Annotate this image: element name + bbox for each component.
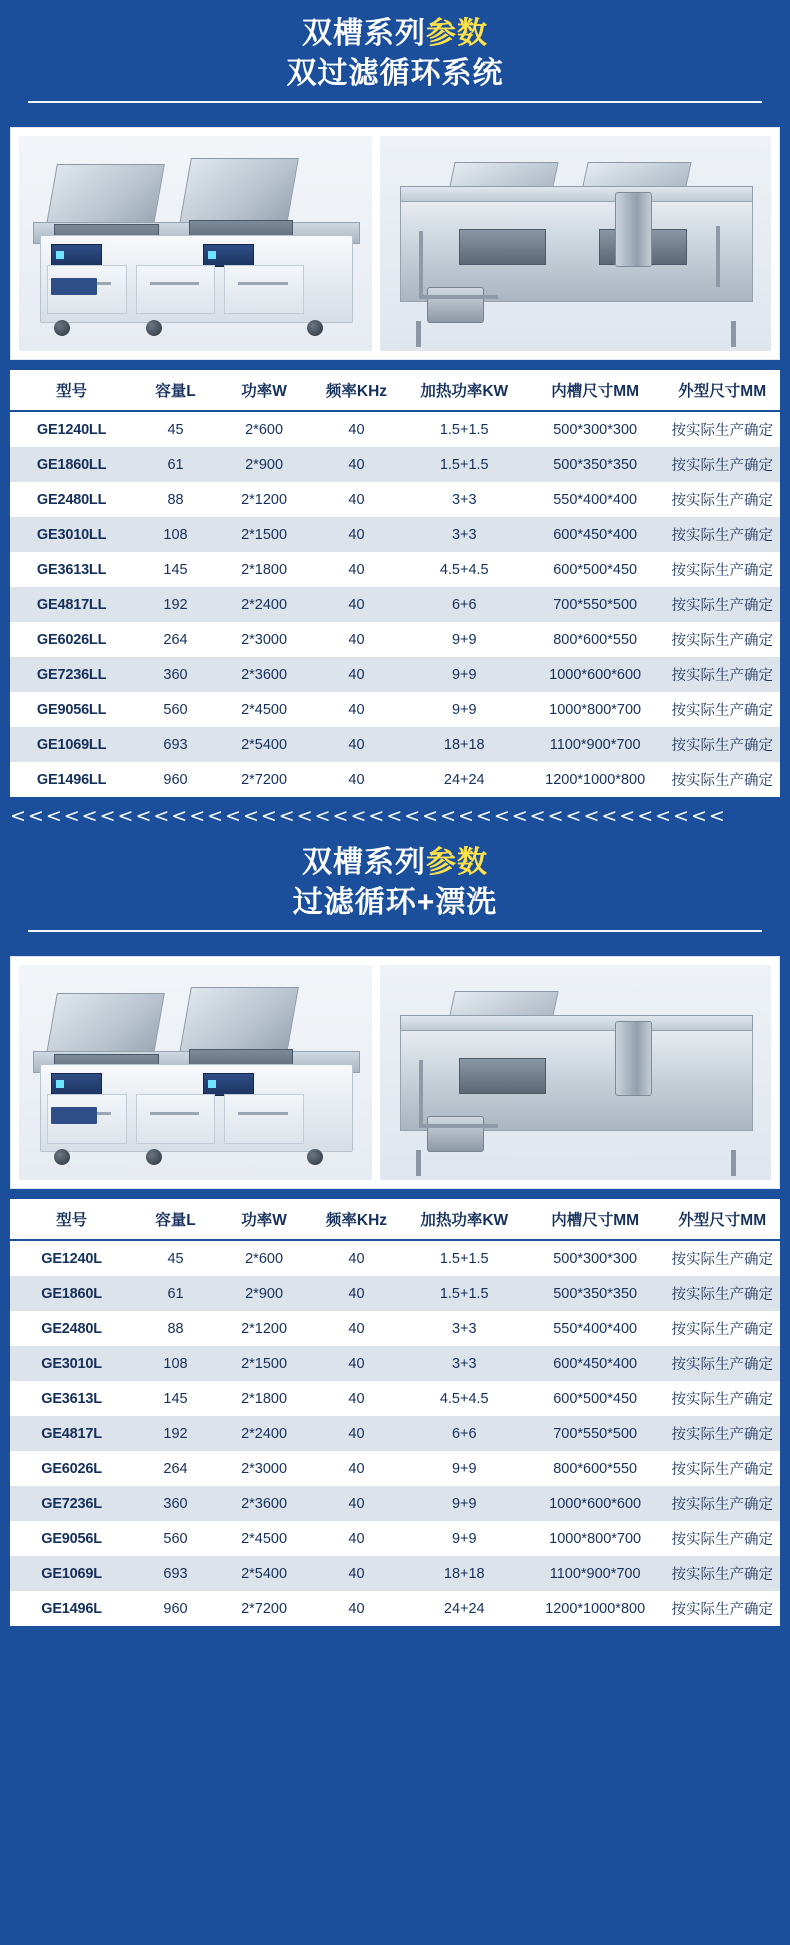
support-leg-1 xyxy=(416,321,421,347)
cell-frequency: 40 xyxy=(348,561,365,578)
section-title-accent-2: 参数 xyxy=(426,846,488,880)
cell-inner-size: 600*450*400 xyxy=(553,1355,638,1372)
caster-wheel-2 xyxy=(146,320,162,336)
cell-frequency: 40 xyxy=(348,596,365,613)
col-header-inner-size: 内槽尺寸MM xyxy=(526,370,665,411)
cell-model: GE2480LL xyxy=(36,491,107,508)
cell-capacity: 45 xyxy=(167,421,184,438)
cell-power: 2*900 xyxy=(245,1285,284,1302)
table-row xyxy=(10,552,780,587)
cell-heating-power: 18+18 xyxy=(443,736,485,753)
cell-power: 2*4500 xyxy=(241,701,288,718)
door-handle-3b xyxy=(238,1112,287,1115)
control-panel-1 xyxy=(51,244,102,268)
cell-outer-size: 按实际生产确定 xyxy=(671,423,773,440)
cell-power: 2*600 xyxy=(245,1250,284,1267)
table-row xyxy=(10,622,780,657)
cell-power: 2*1800 xyxy=(241,1390,288,1407)
tank-lid-open-1b xyxy=(45,993,165,1060)
rinse-system-illustration xyxy=(380,965,771,1180)
cell-model: GE1069L xyxy=(41,1565,102,1582)
cell-frequency: 40 xyxy=(348,1495,365,1512)
cell-power: 2*7200 xyxy=(241,771,288,788)
table-row xyxy=(10,657,780,692)
col-header-capacity: 容量L xyxy=(133,1199,218,1240)
cell-frequency: 40 xyxy=(348,1460,365,1477)
cell-heating-power: 9+9 xyxy=(451,1495,477,1512)
cell-heating-power: 6+6 xyxy=(451,1425,477,1442)
spec-table-head-2 xyxy=(10,1199,780,1240)
cell-power: 2*1500 xyxy=(241,526,288,543)
cell-power: 2*7200 xyxy=(241,1600,288,1617)
pipe-vertical-1 xyxy=(419,231,423,296)
rinse-tank xyxy=(459,1058,547,1094)
tank-lid-open-2b xyxy=(179,987,299,1054)
product-image-card-2 xyxy=(10,956,780,1189)
cell-inner-size: 800*600*550 xyxy=(553,1460,638,1477)
spec-table-body-1 xyxy=(10,411,780,797)
cell-model: GE1240L xyxy=(41,1250,102,1267)
cell-inner-size: 600*500*450 xyxy=(553,561,638,578)
cell-power: 2*1500 xyxy=(241,1355,288,1372)
cell-frequency: 40 xyxy=(348,1390,365,1407)
cell-capacity: 88 xyxy=(167,1320,184,1337)
section-title-block-2 xyxy=(0,829,790,942)
section-title-block xyxy=(0,0,790,113)
cell-inner-size: 700*550*500 xyxy=(553,596,638,613)
pipe-horizontal-1 xyxy=(419,295,497,299)
cell-outer-size: 按实际生产确定 xyxy=(671,1252,773,1269)
cell-inner-size: 1100*900*700 xyxy=(549,1565,641,1582)
product-photo-row xyxy=(19,136,771,351)
cell-frequency: 40 xyxy=(348,1320,365,1337)
cell-capacity: 61 xyxy=(167,456,184,473)
cell-outer-size: 按实际生产确定 xyxy=(671,493,773,510)
cell-frequency: 40 xyxy=(348,1425,365,1442)
col-header-inner-size: 内槽尺寸MM xyxy=(526,1199,665,1240)
cell-outer-size: 按实际生产确定 xyxy=(671,598,773,615)
caster-wheel-1b xyxy=(54,1149,70,1165)
cell-power: 2*900 xyxy=(245,456,284,473)
cell-inner-size: 1000*600*600 xyxy=(549,1495,642,1512)
table-row xyxy=(10,1416,780,1451)
door-handle-2 xyxy=(150,282,199,285)
cell-power: 2*2400 xyxy=(241,596,288,613)
table-row xyxy=(10,447,780,482)
cell-outer-size: 按实际生产确定 xyxy=(671,1602,773,1619)
cell-heating-power: 3+3 xyxy=(451,1320,477,1337)
cell-power: 2*4500 xyxy=(241,1530,288,1547)
cell-model: GE1860L xyxy=(41,1285,102,1302)
cell-heating-power: 4.5+4.5 xyxy=(439,561,489,578)
cell-capacity: 560 xyxy=(163,701,188,718)
table-row xyxy=(10,1591,780,1626)
cell-outer-size: 按实际生产确定 xyxy=(671,1322,773,1339)
cell-model: GE6026L xyxy=(41,1460,102,1477)
machine-photo-left-2 xyxy=(19,965,372,1180)
cell-outer-size: 按实际生产确定 xyxy=(671,1357,773,1374)
cell-inner-size: 1000*800*700 xyxy=(549,1530,642,1547)
cell-power: 2*1200 xyxy=(241,491,288,508)
tank-lid-open-1 xyxy=(45,164,165,231)
cell-inner-size: 700*550*500 xyxy=(553,1425,638,1442)
cell-frequency: 40 xyxy=(348,456,365,473)
spec-table-body-2 xyxy=(10,1240,780,1626)
cell-outer-size: 按实际生产确定 xyxy=(671,1497,773,1514)
cell-model: GE1496L xyxy=(41,1600,102,1617)
cell-outer-size: 按实际生产确定 xyxy=(671,1392,773,1409)
tank-lid-open-2 xyxy=(179,158,299,225)
cell-model: GE9056L xyxy=(41,1530,102,1547)
brand-logo-badge-2 xyxy=(51,1107,97,1124)
cell-capacity: 360 xyxy=(163,666,188,683)
cell-power: 2*3000 xyxy=(241,631,288,648)
cell-capacity: 264 xyxy=(163,631,188,648)
cell-model: GE2480L xyxy=(41,1320,102,1337)
cell-outer-size: 按实际生产确定 xyxy=(671,1462,773,1479)
table-row xyxy=(10,1346,780,1381)
panel-display-1b xyxy=(56,1080,64,1089)
cell-outer-size: 按实际生产确定 xyxy=(671,1427,773,1444)
cell-frequency: 40 xyxy=(348,631,365,648)
cell-heating-power: 9+9 xyxy=(451,1530,477,1547)
cell-frequency: 40 xyxy=(348,1285,365,1302)
cell-outer-size: 按实际生产确定 xyxy=(671,703,773,720)
col-header-model: 型号 xyxy=(10,370,133,411)
cell-model: GE3613L xyxy=(41,1390,102,1407)
cabinet-door-3 xyxy=(224,265,304,314)
cell-outer-size: 按实际生产确定 xyxy=(671,458,773,475)
table-row xyxy=(10,1311,780,1346)
col-header-power: 功率W xyxy=(218,370,310,411)
title-divider-rule-2 xyxy=(28,930,762,932)
cell-model: GE3010LL xyxy=(36,526,107,543)
cell-power: 2*3600 xyxy=(241,1495,288,1512)
machine-photo-right xyxy=(380,136,771,351)
cell-heating-power: 1.5+1.5 xyxy=(439,421,489,438)
table-row xyxy=(10,517,780,552)
cell-model: GE1240LL xyxy=(36,421,107,438)
section-filtration-rinse xyxy=(0,829,790,1626)
col-header-heating-power: 加热功率KW xyxy=(403,370,526,411)
cell-inner-size: 600*450*400 xyxy=(553,526,638,543)
table-row xyxy=(10,482,780,517)
rinse-cylinder xyxy=(615,1021,652,1096)
table-header-row xyxy=(10,1199,780,1240)
cell-model: GE7236L xyxy=(41,1495,102,1512)
cell-model: GE9056LL xyxy=(36,701,107,718)
cell-inner-size: 500*300*300 xyxy=(553,1250,638,1267)
cell-capacity: 693 xyxy=(163,1565,188,1582)
table-row xyxy=(10,762,780,797)
circulation-pump xyxy=(427,287,484,323)
filter-cylinder xyxy=(615,192,652,267)
caster-wheel-2b xyxy=(146,1149,162,1165)
door-handle-2b xyxy=(150,1112,199,1115)
machine-photo-left xyxy=(19,136,372,351)
section-title-accent: 参数 xyxy=(426,17,488,50)
panel-display-2 xyxy=(208,251,216,260)
cell-inner-size: 600*500*450 xyxy=(553,1390,638,1407)
section-title-line-1 xyxy=(0,14,790,54)
cell-outer-size: 按实际生产确定 xyxy=(671,528,773,545)
cell-heating-power: 3+3 xyxy=(451,491,477,508)
product-photo-row-2 xyxy=(19,965,771,1180)
double-tank-machine-illustration xyxy=(19,136,372,351)
table-row xyxy=(10,1276,780,1311)
cell-frequency: 40 xyxy=(348,1250,365,1267)
cell-outer-size: 按实际生产确定 xyxy=(671,1532,773,1549)
cabinet-door-2b xyxy=(136,1094,216,1143)
spec-table-wrapper-2 xyxy=(10,1199,780,1626)
cell-frequency: 40 xyxy=(348,771,365,788)
cell-power: 2*3000 xyxy=(241,1460,288,1477)
chevron-divider: <<<<<<<<<<<<<<<<<<<<<<<<<<<<<<<<<<<<<<<< xyxy=(10,805,727,828)
table-row xyxy=(10,1556,780,1591)
cell-power: 2*5400 xyxy=(241,736,288,753)
table-row xyxy=(10,1240,780,1276)
rinse-support-leg-2 xyxy=(731,1150,736,1176)
rinse-pipe-vertical xyxy=(419,1060,423,1125)
col-header-model: 型号 xyxy=(10,1199,133,1240)
cell-inner-size: 500*350*350 xyxy=(553,456,638,473)
cell-outer-size: 按实际生产确定 xyxy=(671,668,773,685)
caster-wheel-1 xyxy=(54,320,70,336)
cell-inner-size: 500*350*350 xyxy=(553,1285,638,1302)
cell-outer-size: 按实际生产确定 xyxy=(671,773,773,790)
cell-capacity: 88 xyxy=(167,491,184,508)
cell-inner-size: 1100*900*700 xyxy=(549,736,641,753)
cell-outer-size: 按实际生产确定 xyxy=(671,563,773,580)
cell-inner-size: 1200*1000*800 xyxy=(545,1600,646,1617)
filtration-system-illustration xyxy=(380,136,771,351)
cell-heating-power: 6+6 xyxy=(451,596,477,613)
section-title-plain: 双槽系列 xyxy=(302,17,426,50)
cell-capacity: 108 xyxy=(163,526,188,543)
cell-power: 2*1200 xyxy=(241,1320,288,1337)
cell-heating-power: 1.5+1.5 xyxy=(439,456,489,473)
cabinet-door-2 xyxy=(136,265,216,314)
table-row xyxy=(10,1486,780,1521)
caster-wheel-3b xyxy=(307,1149,323,1165)
cell-capacity: 960 xyxy=(163,771,188,788)
panel-display-2b xyxy=(208,1080,216,1089)
cell-heating-power: 24+24 xyxy=(443,771,485,788)
title-divider-rule xyxy=(28,101,762,103)
cell-capacity: 145 xyxy=(163,561,188,578)
cell-outer-size: 按实际生产确定 xyxy=(671,738,773,755)
brand-logo-badge xyxy=(51,278,97,295)
cell-power: 2*600 xyxy=(245,421,284,438)
section-title-line-2: 双过滤循环系统 xyxy=(286,56,504,90)
control-panel-2 xyxy=(203,244,254,268)
cell-model: GE1496LL xyxy=(36,771,107,788)
cell-frequency: 40 xyxy=(348,1600,365,1617)
section-title-line-1-b xyxy=(0,843,790,883)
cell-outer-size: 按实际生产确定 xyxy=(671,1567,773,1584)
cell-power: 2*1800 xyxy=(241,561,288,578)
cell-heating-power: 9+9 xyxy=(451,666,477,683)
cell-power: 2*2400 xyxy=(241,1425,288,1442)
cell-capacity: 192 xyxy=(163,1425,188,1442)
table-row xyxy=(10,1381,780,1416)
spec-table-wrapper-1 xyxy=(10,370,780,797)
cell-capacity: 45 xyxy=(167,1250,184,1267)
cell-frequency: 40 xyxy=(348,1565,365,1582)
cell-frequency: 40 xyxy=(348,701,365,718)
caster-wheel-3 xyxy=(307,320,323,336)
col-header-heating-power: 加热功率KW xyxy=(403,1199,526,1240)
filter-tank-1 xyxy=(459,229,547,265)
cell-inner-size: 550*400*400 xyxy=(553,491,638,508)
cell-outer-size: 按实际生产确定 xyxy=(671,633,773,650)
cell-frequency: 40 xyxy=(348,1355,365,1372)
rinse-pump xyxy=(427,1116,484,1152)
cell-heating-power: 9+9 xyxy=(451,631,477,648)
rinse-pipe-horizontal xyxy=(419,1124,497,1128)
table-row xyxy=(10,692,780,727)
cell-frequency: 40 xyxy=(348,1530,365,1547)
section-title-plain-2: 双槽系列 xyxy=(302,846,426,880)
panel-display-1 xyxy=(56,251,64,260)
cell-capacity: 264 xyxy=(163,1460,188,1477)
cell-frequency: 40 xyxy=(348,421,365,438)
cell-frequency: 40 xyxy=(348,526,365,543)
pipe-vertical-2 xyxy=(716,226,720,286)
cell-heating-power: 9+9 xyxy=(451,1460,477,1477)
cell-capacity: 560 xyxy=(163,1530,188,1547)
spec-table-2 xyxy=(10,1199,780,1626)
table-row xyxy=(10,587,780,622)
cell-heating-power: 9+9 xyxy=(451,701,477,718)
door-handle-3 xyxy=(238,282,287,285)
cell-inner-size: 1200*1000*800 xyxy=(545,771,646,788)
rinse-support-leg-1 xyxy=(416,1150,421,1176)
cell-capacity: 108 xyxy=(163,1355,188,1372)
cell-heating-power: 1.5+1.5 xyxy=(439,1250,489,1267)
cell-heating-power: 1.5+1.5 xyxy=(439,1285,489,1302)
cell-capacity: 145 xyxy=(163,1390,188,1407)
col-header-outer-size: 外型尺寸MM xyxy=(664,1199,780,1240)
cell-inner-size: 800*600*550 xyxy=(553,631,638,648)
double-tank-machine-illustration-2 xyxy=(19,965,372,1180)
cell-inner-size: 550*400*400 xyxy=(553,1320,638,1337)
col-header-outer-size: 外型尺寸MM xyxy=(664,370,780,411)
control-panel-2b xyxy=(203,1073,254,1097)
col-header-frequency: 频率KHz xyxy=(310,1199,402,1240)
table-row xyxy=(10,411,780,447)
cell-model: GE1069LL xyxy=(36,736,107,753)
col-header-frequency: 频率KHz xyxy=(310,370,402,411)
cell-heating-power: 3+3 xyxy=(451,1355,477,1372)
cell-model: GE4817L xyxy=(41,1425,102,1442)
cell-capacity: 192 xyxy=(163,596,188,613)
product-image-card xyxy=(10,127,780,360)
col-header-capacity: 容量L xyxy=(133,370,218,411)
cell-model: GE7236LL xyxy=(36,666,107,683)
cell-model: GE3613LL xyxy=(36,561,107,578)
cell-inner-size: 500*300*300 xyxy=(553,421,638,438)
cell-capacity: 960 xyxy=(163,1600,188,1617)
cell-inner-size: 1000*600*600 xyxy=(549,666,642,683)
cell-model: GE3010L xyxy=(41,1355,102,1372)
cell-heating-power: 4.5+4.5 xyxy=(439,1390,489,1407)
section-double-filtration xyxy=(0,0,790,829)
cell-outer-size: 按实际生产确定 xyxy=(671,1287,773,1304)
machine-photo-right-2 xyxy=(380,965,771,1180)
cell-model: GE4817LL xyxy=(36,596,107,613)
control-panel-1b xyxy=(51,1073,102,1097)
table-row xyxy=(10,1521,780,1556)
cell-inner-size: 1000*800*700 xyxy=(549,701,642,718)
cabinet-door-3b xyxy=(224,1094,304,1143)
section-title-line-2-b: 过滤循环+漂洗 xyxy=(292,885,498,919)
cell-power: 2*3600 xyxy=(241,666,288,683)
cell-heating-power: 24+24 xyxy=(443,1600,485,1617)
spec-table-head-1 xyxy=(10,370,780,411)
cell-model: GE1860LL xyxy=(36,456,107,473)
cell-capacity: 360 xyxy=(163,1495,188,1512)
cell-frequency: 40 xyxy=(348,736,365,753)
support-leg-2 xyxy=(731,321,736,347)
col-header-power: 功率W xyxy=(218,1199,310,1240)
cell-heating-power: 18+18 xyxy=(443,1565,485,1582)
cell-power: 2*5400 xyxy=(241,1565,288,1582)
cell-frequency: 40 xyxy=(348,491,365,508)
table-header-row xyxy=(10,370,780,411)
table-row xyxy=(10,1451,780,1486)
cell-frequency: 40 xyxy=(348,666,365,683)
cell-capacity: 693 xyxy=(163,736,188,753)
cell-capacity: 61 xyxy=(167,1285,184,1302)
spec-table-1 xyxy=(10,370,780,797)
table-row xyxy=(10,727,780,762)
cell-heating-power: 3+3 xyxy=(451,526,477,543)
cell-model: GE6026LL xyxy=(36,631,107,648)
